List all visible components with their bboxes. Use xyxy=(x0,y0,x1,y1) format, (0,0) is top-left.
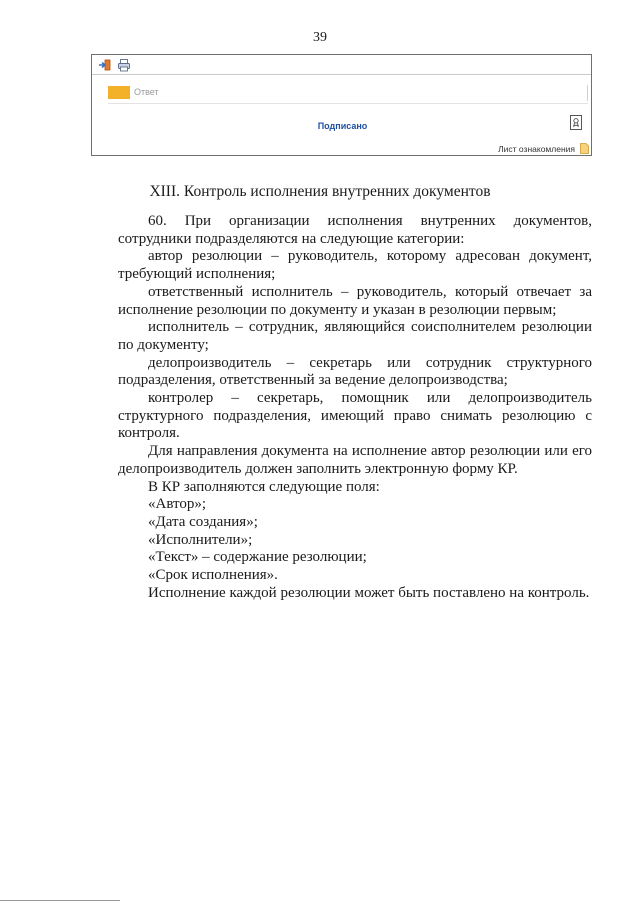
page-bottom-edge xyxy=(0,900,120,901)
acknowledgement-sheet-link[interactable]: Лист ознакомления xyxy=(498,144,575,154)
answer-row[interactable] xyxy=(108,83,588,104)
paragraph: 60. При организации исполнения внутренних документов, сотрудники подразделяются на следующие категории: xyxy=(118,213,592,247)
paragraph: «Автор»; xyxy=(148,496,207,513)
answer-row-divider xyxy=(587,85,588,101)
paragraph: «Дата создания»; xyxy=(148,513,258,530)
exit-icon[interactable] xyxy=(98,58,112,72)
answer-status-swatch xyxy=(108,86,130,99)
paragraph: «Срок исполнения». xyxy=(148,567,278,584)
paragraph: автор резолюции – руководитель, которому адресован документ, требующий исполнения; xyxy=(118,248,592,283)
paragraph: делопроизводитель – секретарь или сотрудник структурного подразделения, ответственный за ведение делопроизводства; xyxy=(118,354,592,389)
paragraph: В КР заполняются следующие поля: xyxy=(148,478,380,495)
section-heading: XIII. Контроль исполнения внутренних документов xyxy=(149,183,491,200)
paragraph: «Исполнители»; xyxy=(148,531,253,548)
paragraph: Исполнение каждой резолюции может быть поставлено на контроль. xyxy=(148,584,590,601)
body-text xyxy=(118,213,592,602)
signature-icon[interactable] xyxy=(570,115,582,130)
paragraph: исполнитель – сотрудник, являющийся соисполнителем резолюции по документу; xyxy=(118,319,592,353)
signed-status-label: Подписано xyxy=(317,121,368,131)
screenshot-toolbar xyxy=(92,55,591,75)
page-number: 39 xyxy=(313,30,327,45)
print-icon[interactable] xyxy=(117,58,131,72)
paragraph: ответственный исполнитель – руководитель, который отвечает за исполнение резолюции по документу и указан в резолюции первым; xyxy=(118,283,592,318)
answer-label: Ответ xyxy=(134,87,159,97)
document-icon xyxy=(580,143,589,154)
embedded-screenshot xyxy=(91,54,592,156)
paragraph: «Текст» – содержание резолюции; xyxy=(148,549,367,566)
paragraph: контролер – секретарь, помощник или делопроизводитель структурного подразделения, имеющий право снимать резолюцию с контроля. xyxy=(118,390,592,442)
paragraph: Для направления документа на исполнение автор резолюции или его делопроизводитель должен заполнить электронную форму КР. xyxy=(118,443,592,477)
